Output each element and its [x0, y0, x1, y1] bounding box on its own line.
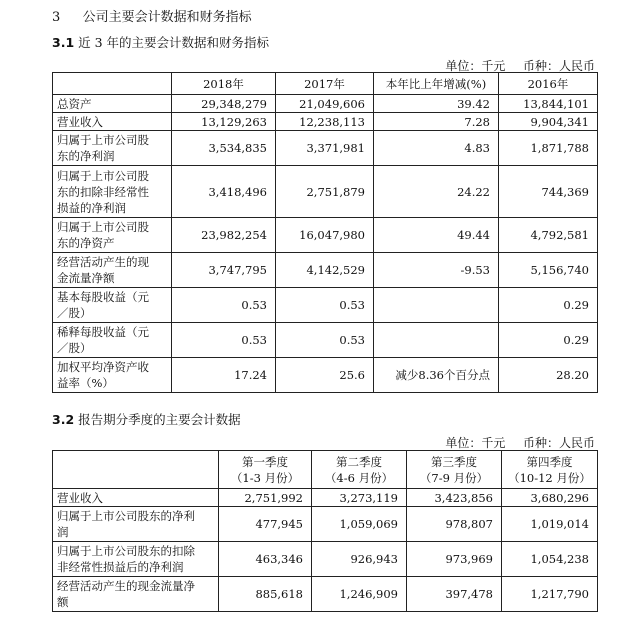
- table-row: [53, 166, 598, 218]
- column-header: [312, 451, 407, 489]
- table-row: [53, 131, 598, 166]
- value-cell: 39.42: [374, 95, 499, 113]
- value-cell: 1,054,238: [502, 542, 598, 577]
- value-cell: 397,478: [407, 577, 502, 612]
- column-header: 2018年: [172, 73, 276, 95]
- label-line: 损益的净利润: [57, 200, 126, 215]
- value-cell: 3,680,296: [502, 489, 598, 507]
- table-row: [53, 218, 598, 253]
- value-cell: 885,618: [219, 577, 312, 612]
- column-header: [502, 451, 598, 489]
- label-line: 归属于上市公司股: [57, 168, 149, 183]
- label-line: 归属于上市公司股: [57, 133, 149, 147]
- value-cell: 973,969: [407, 542, 502, 577]
- label-line: 润: [57, 525, 69, 539]
- section-number: 3: [52, 10, 61, 25]
- value-cell: 1,246,909: [312, 577, 407, 612]
- label-line: 营业收入: [57, 114, 103, 129]
- column-header: 本年比上年增减(%): [374, 73, 499, 95]
- label-line: 益率（%）: [57, 376, 114, 390]
- value-cell: 13,844,101: [499, 95, 598, 113]
- value-cell: 477,945: [219, 507, 312, 542]
- header-line: 第一季度: [242, 454, 288, 469]
- unit-line-2: [380, 434, 595, 451]
- value-cell: 4.83: [374, 131, 499, 166]
- value-cell: 744,369: [499, 166, 598, 218]
- row-label: [53, 358, 172, 393]
- label-line: 经营活动产生的现金流量净: [57, 579, 195, 593]
- value-cell: [374, 288, 499, 323]
- row-label: [53, 489, 219, 507]
- column-header: 2016年: [499, 73, 598, 95]
- annual-data-table: [52, 72, 598, 393]
- value-cell: 1,059,069: [312, 507, 407, 542]
- label-line: 归属于上市公司股东的净利: [57, 509, 195, 523]
- value-cell: 2,751,879: [276, 166, 374, 218]
- value-cell: 0.53: [172, 323, 276, 358]
- value-cell: 1,217,790: [502, 577, 598, 612]
- row-label: [53, 577, 219, 612]
- column-header: [407, 451, 502, 489]
- value-cell: 28.20: [499, 358, 598, 393]
- table-row: [53, 507, 598, 542]
- unit-label: 单位：千元: [445, 59, 506, 73]
- value-cell: 23,982,254: [172, 218, 276, 253]
- value-cell: 3,371,981: [276, 131, 374, 166]
- value-cell: 3,747,795: [172, 253, 276, 288]
- label-line: 金流量净额: [57, 271, 115, 285]
- value-cell: 0.53: [276, 288, 374, 323]
- value-cell: 减少8.36个百分点: [374, 358, 499, 393]
- table-row: [53, 323, 598, 358]
- table-header-row: [53, 73, 598, 95]
- value-cell: 12,238,113: [276, 113, 374, 131]
- label-line: ／股）: [57, 341, 92, 355]
- label-line: 稀释每股收益（元: [57, 325, 149, 339]
- value-cell: 49.44: [374, 218, 499, 253]
- value-cell: 2,751,992: [219, 489, 312, 507]
- header-line: （7-9 月份）: [419, 470, 489, 485]
- value-cell: 3,423,856: [407, 489, 502, 507]
- value-cell: 0.29: [499, 323, 598, 358]
- value-cell: 29,348,279: [172, 95, 276, 113]
- label-line: 额: [57, 595, 69, 609]
- table-row: [53, 577, 598, 612]
- subsection-number: 3.1: [52, 35, 75, 50]
- value-cell: 25.6: [276, 358, 374, 393]
- label-line: 经营活动产生的现: [57, 255, 149, 269]
- value-cell: 7.28: [374, 113, 499, 131]
- value-cell: [374, 323, 499, 358]
- table-row: [53, 95, 598, 113]
- label-line: 东的净利润: [57, 149, 115, 163]
- label-line: 东的扣除非经常性: [57, 184, 149, 199]
- value-cell: 3,273,119: [312, 489, 407, 507]
- value-cell: 16,047,980: [276, 218, 374, 253]
- subsection-heading-3-2: [52, 410, 241, 428]
- label-line: 加权平均净资产收: [57, 360, 149, 374]
- column-header: [53, 73, 172, 95]
- row-label: [53, 113, 172, 131]
- table-row: [53, 253, 598, 288]
- value-cell: 0.29: [499, 288, 598, 323]
- value-cell: 0.53: [276, 323, 374, 358]
- value-cell: 1,871,788: [499, 131, 598, 166]
- label-line: 总资产: [57, 96, 92, 111]
- column-header: 2017年: [276, 73, 374, 95]
- value-cell: 13,129,263: [172, 113, 276, 131]
- section-title: 公司主要会计数据和财务指标: [82, 10, 252, 25]
- row-label: [53, 218, 172, 253]
- currency-label: 币种：人民币: [522, 436, 595, 450]
- subsection-title: 报告期分季度的主要会计数据: [78, 412, 241, 427]
- currency-label: 币种：人民币: [522, 59, 595, 73]
- table-header-row: [53, 451, 598, 489]
- value-cell: 21,049,606: [276, 95, 374, 113]
- value-cell: 3,418,496: [172, 166, 276, 218]
- value-cell: 9,904,341: [499, 113, 598, 131]
- subsection-heading-3-1: [52, 33, 269, 51]
- row-label: [53, 542, 219, 577]
- value-cell: 4,142,529: [276, 253, 374, 288]
- quarterly-data-table: [52, 450, 598, 612]
- label-line: 非经常性损益后的净利润: [57, 560, 184, 574]
- value-cell: 463,346: [219, 542, 312, 577]
- value-cell: 1,019,014: [502, 507, 598, 542]
- value-cell: 24.22: [374, 166, 499, 218]
- label-line: 归属于上市公司股: [57, 220, 149, 234]
- label-line: 基本每股收益（元: [57, 290, 149, 304]
- value-cell: 17.24: [172, 358, 276, 393]
- value-cell: -9.53: [374, 253, 499, 288]
- table-row: [53, 542, 598, 577]
- value-cell: 0.53: [172, 288, 276, 323]
- header-line: （4-6 月份）: [324, 470, 394, 485]
- row-label: [53, 131, 172, 166]
- subsection-title: 近 3 年的主要会计数据和财务指标: [78, 35, 270, 50]
- table-row: [53, 288, 598, 323]
- value-cell: 4,792,581: [499, 218, 598, 253]
- column-header: [219, 451, 312, 489]
- header-line: 第二季度: [336, 454, 382, 469]
- value-cell: 5,156,740: [499, 253, 598, 288]
- table-row: [53, 113, 598, 131]
- label-line: 东的净资产: [57, 236, 115, 250]
- header-line: （10-12 月份）: [508, 470, 591, 485]
- value-cell: 978,807: [407, 507, 502, 542]
- row-label: [53, 507, 219, 542]
- header-line: 第四季度: [526, 454, 573, 469]
- label-line: ／股）: [57, 306, 92, 320]
- label-line: 归属于上市公司股东的扣除: [57, 544, 195, 558]
- row-label: [53, 288, 172, 323]
- section-heading: [52, 6, 252, 25]
- header-line: 第三季度: [431, 454, 477, 469]
- subsection-number: 3.2: [52, 412, 75, 427]
- value-cell: 3,534,835: [172, 131, 276, 166]
- unit-label: 单位：千元: [445, 436, 506, 450]
- empty-header-cell: [53, 451, 219, 489]
- label-line: 营业收入: [57, 490, 103, 505]
- row-label: [53, 95, 172, 113]
- table-row: [53, 358, 598, 393]
- table-row: [53, 489, 598, 507]
- row-label: [53, 323, 172, 358]
- row-label: [53, 253, 172, 288]
- value-cell: 926,943: [312, 542, 407, 577]
- header-line: （1-3 月份）: [230, 470, 300, 485]
- row-label: [53, 166, 172, 218]
